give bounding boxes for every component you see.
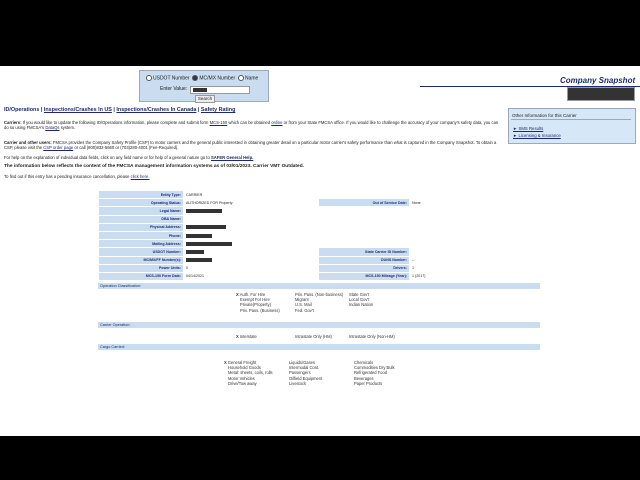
carrier-info-table xyxy=(98,190,540,281)
list-item: Private(Property) xyxy=(240,302,271,308)
physical-address-label[interactable]: Physical Address: xyxy=(99,223,184,231)
info-line: The information below reflects the content of the FMCSA management information systems as of 03/01/2023. Carrier VMT Outdated. xyxy=(4,164,304,169)
list-item: Intrastate Only (Non-HM) xyxy=(349,334,395,339)
safer-page xyxy=(0,66,640,436)
enter-value-label: Enter Value: xyxy=(160,86,188,92)
usdot-radio-label: USDOT Number xyxy=(153,75,190,82)
state-carrier-id-label[interactable]: State Carrier ID Number: xyxy=(319,248,410,256)
operation-classification xyxy=(98,283,540,319)
redacted-value xyxy=(193,88,207,92)
name-radio-label: Name xyxy=(245,75,259,82)
table-row xyxy=(99,191,540,199)
list-item: Fed. Gov't xyxy=(295,307,314,313)
list-item: Livestock xyxy=(289,380,307,386)
usdot-radio[interactable] xyxy=(146,75,152,81)
page-title: Company Snapshot xyxy=(560,76,636,85)
physical-address-value xyxy=(184,223,540,231)
other-text-2: or call (800)832-5660 or (703)280-4001 (Fee-Required). xyxy=(74,145,179,151)
carrier-operation xyxy=(98,322,540,342)
mcmx-radio[interactable] xyxy=(192,75,198,81)
nav-inspections-canada[interactable]: Inspections/Crashes In Canada xyxy=(116,107,197,113)
mileage-value: 1 (2017) xyxy=(410,272,540,280)
list-item: U.S. Mail xyxy=(295,302,312,308)
carriers-text-3: or from your State FMCSA office. If you would like to challenge the accuracy of your company's safety data, you can do so using FMCSA's xyxy=(4,120,499,131)
carriers-lead: Carriers: xyxy=(4,120,22,125)
carriers-text-4: system. xyxy=(60,125,76,131)
help-text: For help on the explanation of individual data fields, click on any field name or for help of a general nature go to xyxy=(4,155,210,160)
power-units-label[interactable]: Power Units: xyxy=(99,264,184,272)
list-item: Liquids/Gases xyxy=(289,360,315,365)
online-link[interactable]: online xyxy=(271,120,283,125)
search-button[interactable]: Search xyxy=(195,95,215,103)
drivers-value: 1 xyxy=(410,264,540,272)
list-item: Local Gov't xyxy=(349,297,370,303)
other-info-box xyxy=(508,108,636,144)
legal-name-label[interactable]: Legal Name: xyxy=(99,207,184,215)
mcs150-date-value: 04/14/2021 xyxy=(184,272,319,280)
table-row xyxy=(99,248,540,256)
operating-status-label[interactable]: Operating Status: xyxy=(99,199,184,207)
nav-inspections-us[interactable]: Inspections/Crashes In US xyxy=(43,107,112,113)
entity-type-label[interactable]: Entity Type: xyxy=(99,191,184,199)
entity-type-value: CARRIER xyxy=(184,191,540,199)
list-item: Intermodal Cont. xyxy=(289,365,320,371)
list-item: Priv. Pass. (Non-business) xyxy=(295,292,344,297)
redacted-carrier-name xyxy=(567,87,635,101)
carriers-text-2: which can be obtained xyxy=(228,120,271,125)
dataqs-link[interactable]: DataQs xyxy=(45,125,60,131)
nav-safety-rating[interactable]: Safety Rating xyxy=(200,107,236,113)
op-class-col-3 xyxy=(349,292,373,308)
other-info-divider xyxy=(511,119,631,120)
csp-paragraph xyxy=(4,140,504,150)
cargo-col-1 xyxy=(224,360,273,386)
redacted-physical-address xyxy=(186,225,226,229)
licensing-label: Licensing & Insurance xyxy=(518,133,561,138)
redacted-usdot xyxy=(186,250,204,254)
table-row xyxy=(99,199,540,207)
checked-mark: X xyxy=(224,360,227,365)
pending-paragraph xyxy=(4,174,504,179)
op-class-item: Auth. For Hire xyxy=(239,292,266,297)
list-item: Metal: sheets, coils, rolls xyxy=(228,370,273,376)
phone-value xyxy=(184,231,540,239)
operating-status-value: AUTHORIZED FOR Property xyxy=(184,199,319,207)
search-panel xyxy=(139,70,269,102)
mailing-address-value xyxy=(184,240,540,248)
oos-date-label[interactable]: Out of Service Date: xyxy=(319,199,410,207)
list-item: Oilfield Equipment xyxy=(289,375,323,381)
other-info-heading: Other Information for this Carrier xyxy=(512,113,577,118)
list-item: Beverages xyxy=(354,375,374,381)
mc-number-value xyxy=(184,256,319,264)
list-item: State Gov't xyxy=(349,292,370,297)
cargo-carried xyxy=(98,344,540,436)
mcmx-radio-label: MC/MX Number xyxy=(199,75,236,82)
power-units-value: 0 xyxy=(184,264,319,272)
dba-name-label[interactable]: DBA Name: xyxy=(99,215,184,223)
pending-text: To find out if this entry has a pending insurance cancellation, please xyxy=(4,174,130,179)
help-paragraph xyxy=(4,155,504,160)
table-row xyxy=(99,231,540,239)
mcs150-link[interactable]: MCS-150 xyxy=(209,120,228,125)
search-type-radios xyxy=(146,75,258,81)
op-class-col-2 xyxy=(295,292,343,313)
redacted-mailing-address xyxy=(186,242,232,246)
carriers-text: If you would like to update the following ID/Operations information, please complete and submit form xyxy=(22,120,209,125)
phone-label[interactable]: Phone: xyxy=(99,231,184,239)
redacted-legal-name xyxy=(186,209,222,213)
nav-id-operations[interactable]: ID/Operations xyxy=(4,107,40,113)
list-item: Motor Vehicles xyxy=(228,375,255,381)
nav-sep: | xyxy=(197,107,200,113)
list-item: Migrant xyxy=(295,297,309,303)
safer-help-link[interactable]: SAFER General Help. xyxy=(210,155,254,160)
carrier-op-item: Interstate xyxy=(239,334,257,339)
csp-order-link[interactable]: CSP order page xyxy=(43,145,74,151)
sms-results-link[interactable]: ► SMS Results xyxy=(513,126,544,131)
table-row xyxy=(99,272,540,280)
search-input[interactable] xyxy=(190,86,250,94)
list-item: Paper Products xyxy=(354,380,383,386)
table-row xyxy=(99,223,540,231)
table-row xyxy=(99,264,540,272)
cargo-col-2 xyxy=(289,360,322,386)
checked-mark: X xyxy=(236,292,239,297)
list-item: Indian Nation xyxy=(349,302,374,308)
table-row xyxy=(99,240,540,248)
list-item xyxy=(236,334,257,339)
state-carrier-id-value xyxy=(410,248,540,256)
list-item: Drive/Tow away xyxy=(228,380,257,386)
duns-number-value: -- xyxy=(410,256,540,264)
table-row xyxy=(99,256,540,264)
redacted-mc-number xyxy=(186,258,212,262)
dba-name-value xyxy=(184,215,540,223)
mc-number-label[interactable]: MC/MX/FF Number(s): xyxy=(99,256,184,264)
op-class-col-1 xyxy=(236,292,280,313)
cargo-carried-heading[interactable]: Cargo Carried: xyxy=(98,344,540,350)
list-item: Household Goods xyxy=(228,365,261,371)
list-item: Refrigerated Food xyxy=(354,370,387,376)
drivers-label[interactable]: Drivers: xyxy=(319,264,410,272)
table-row xyxy=(99,215,540,223)
mileage-label[interactable]: MCS-150 Mileage (Year): xyxy=(319,272,410,280)
name-radio[interactable] xyxy=(238,75,244,81)
legal-name-value xyxy=(184,207,540,215)
section-nav xyxy=(4,107,235,113)
mailing-address-label[interactable]: Mailing Address: xyxy=(99,240,184,248)
table-row xyxy=(99,207,540,215)
list-item: Passengers xyxy=(289,370,311,376)
usdot-number-label[interactable]: USDOT Number: xyxy=(99,248,184,256)
list-item: Chemicals xyxy=(354,360,374,365)
carrier-operation-heading[interactable]: Carrier Operation: xyxy=(98,322,540,328)
sms-results-label: SMS Results xyxy=(518,126,544,131)
operation-classification-heading[interactable]: Operation Classification: xyxy=(98,283,540,289)
checked-mark: X xyxy=(236,334,239,339)
other-lead: Carrier and other users: xyxy=(4,140,52,145)
list-item: Commodities Dry Bulk xyxy=(354,365,395,371)
cargo-col-3 xyxy=(354,360,395,386)
cargo-item: General Freight xyxy=(227,360,257,365)
other-text: FMCSA provides the Company Safety Profile (CSP) to motor carriers and the general public interested in obtaining greater detail on a particular motor carrier's safety performance than what is captured in the Company Snapshot. To obtain a CSP, please visit the xyxy=(4,140,497,151)
list-item: Exempt For Hire xyxy=(240,297,270,303)
list-item: Priv. Pass. (Business) xyxy=(240,307,280,313)
licensing-link[interactable]: ► Licensing & Insurance xyxy=(513,133,561,138)
mcs150-date-label[interactable]: MCS-150 Form Date: xyxy=(99,272,184,280)
nav-sep: | xyxy=(113,107,115,113)
duns-number-label[interactable]: DUNS Number: xyxy=(319,256,410,264)
nav-sep: | xyxy=(40,107,43,113)
list-item: Intrastate Only (HM) xyxy=(295,334,332,339)
carriers-paragraph xyxy=(4,120,504,130)
usdot-number-value xyxy=(184,248,319,256)
redacted-phone xyxy=(186,234,212,238)
oos-date-value: None xyxy=(410,199,540,207)
pending-click-link[interactable]: click here. xyxy=(130,174,150,179)
